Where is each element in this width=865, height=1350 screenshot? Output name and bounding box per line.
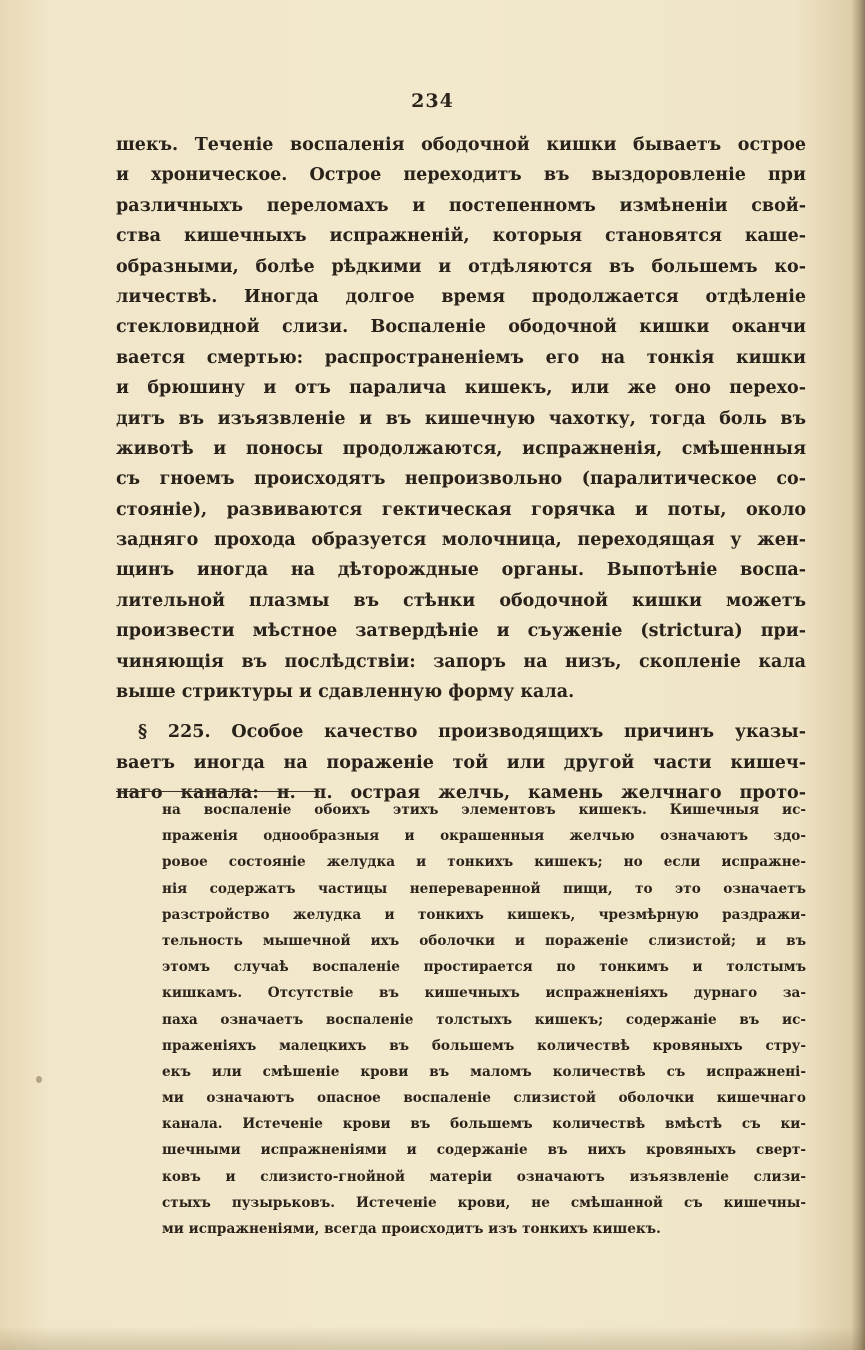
- text-line: и хроническое. Острое переходитъ въ выздоровленіе при: [116, 165, 806, 186]
- paragraph-gap: [116, 707, 806, 717]
- text-line: съ гноемъ происходятъ непроизвольно (паралитическое со-: [116, 469, 806, 490]
- text-line: образными, болѣе рѣдкими и отдѣляются въ большемъ ко-: [116, 256, 806, 277]
- text-line: задняго прохода образуется молочница, переходящая у жен-: [116, 530, 806, 551]
- text-line: ваетъ иногда на пораженіе той или другой части кишеч-: [116, 752, 806, 773]
- footnote-line: кишкамъ. Отсутствіе въ кишечныхъ испражненіяхъ дурнаго за-: [162, 985, 806, 1002]
- text-line: лительной плазмы въ стѣнки ободочной кишки можетъ: [116, 590, 806, 611]
- footnote: [162, 797, 806, 1242]
- footnote-line: праженіяхъ малецкихъ въ большемъ количествѣ кровяныхъ стру-: [162, 1037, 806, 1054]
- text-line: личествѣ. Иногда долгое время продолжается отдѣленіе: [116, 286, 806, 307]
- text-line: произвести мѣстное затвердѣніе и съуженіе (strictura) при-: [116, 621, 806, 642]
- footnote-line: ми испражненіями, всегда происходитъ изъ тонкихъ кишекъ.: [162, 1221, 661, 1237]
- footnote-line: ковъ и слизисто-гнойной матеріи означаютъ изъязвленіе слизи-: [162, 1168, 806, 1185]
- footnote-line: стыхъ пузырьковъ. Истеченіе крови, не смѣшанной съ кишечны-: [162, 1194, 806, 1211]
- section-heading-line: § 225. Особое качество производящихъ причинъ указы-: [138, 722, 806, 743]
- footnote-rule: [116, 791, 320, 792]
- text-line: и брюшину и отъ паралича кишекъ, или же оно перехо-: [116, 378, 806, 399]
- footnote-line: паха означаетъ воспаленіе толстыхъ кишекъ; содержаніе въ ис-: [162, 1011, 806, 1028]
- footnote-line: шечными испражненіями и содержаніе въ нихъ кровяныхъ сверт-: [162, 1142, 806, 1159]
- page-bottom-shadow: [0, 1326, 865, 1350]
- text-line: стекловидной слизи. Воспаленіе ободочной кишки оканчи: [116, 317, 806, 338]
- text-line: стояніе), развиваются гектическая горячка и поты, около: [116, 499, 806, 520]
- text-line: выше стриктуры и сдавленную форму кала.: [116, 682, 575, 703]
- text-line: щинъ иногда на дѣторождные органы. Выпотѣніе воспа-: [116, 560, 806, 581]
- footnote-line: разстройство желудка и тонкихъ кишекъ, чрезмѣрную раздражи-: [162, 906, 806, 923]
- text-line: животѣ и поносы продолжаются, испражненія, смѣшенныя: [116, 438, 806, 459]
- text-line: ства кишечныхъ испражненій, которыя становятся каше-: [116, 226, 806, 247]
- footnote-line: этомъ случаѣ воспаленіе простирается по тонкимъ и толстымъ: [162, 959, 806, 976]
- footnote-line: канала. Истеченіе крови въ большемъ количествѣ вмѣстѣ съ ки-: [162, 1116, 806, 1133]
- footnote-line: праженія однообразныя и окрашенныя желчью означаютъ здо-: [162, 828, 806, 845]
- footnote-line: ми означаютъ опасное воспаленіе слизистой оболочки кишечнаго: [162, 1090, 806, 1107]
- text-line: различныхъ переломахъ и постепенномъ измѣненіи свой-: [116, 195, 806, 216]
- footnote-line: ровое состояніе желудка и тонкихъ кишекъ; но если испражне-: [162, 854, 806, 871]
- text-line: чиняющія въ послѣдствіи: запоръ на низъ, скопленіе кала: [116, 651, 806, 672]
- ink-speck: [36, 1076, 42, 1083]
- footnote-line: екъ или смѣшеніе крови въ маломъ количествѣ съ испражнені-: [162, 1063, 806, 1080]
- footnote-line: нія содержатъ частицы непереваренной пищи, то это означаетъ: [162, 880, 806, 897]
- text-line: наго канала: н. п. острая желчь, камень желчнаго прото-: [116, 783, 806, 804]
- text-line: шекъ. Теченіе воспаленія ободочной кишки бываетъ острое: [116, 135, 806, 155]
- footnote-line: на воспаленіе обоихъ этихъ элементовъ кишекъ. Кишечныя ис-: [162, 802, 806, 818]
- page-number: 234: [411, 90, 454, 112]
- footnote-line: тельность мышечной ихъ оболочки и пораженіе слизистой; и въ: [162, 932, 806, 949]
- main-text: [116, 130, 806, 809]
- page-edge-shadow: [851, 0, 865, 1350]
- text-line: дитъ въ изъязвленіе и въ кишечную чахотку, тогда боль въ: [116, 408, 806, 429]
- text-line: вается смертью: распространеніемъ его на тонкія кишки: [116, 347, 806, 368]
